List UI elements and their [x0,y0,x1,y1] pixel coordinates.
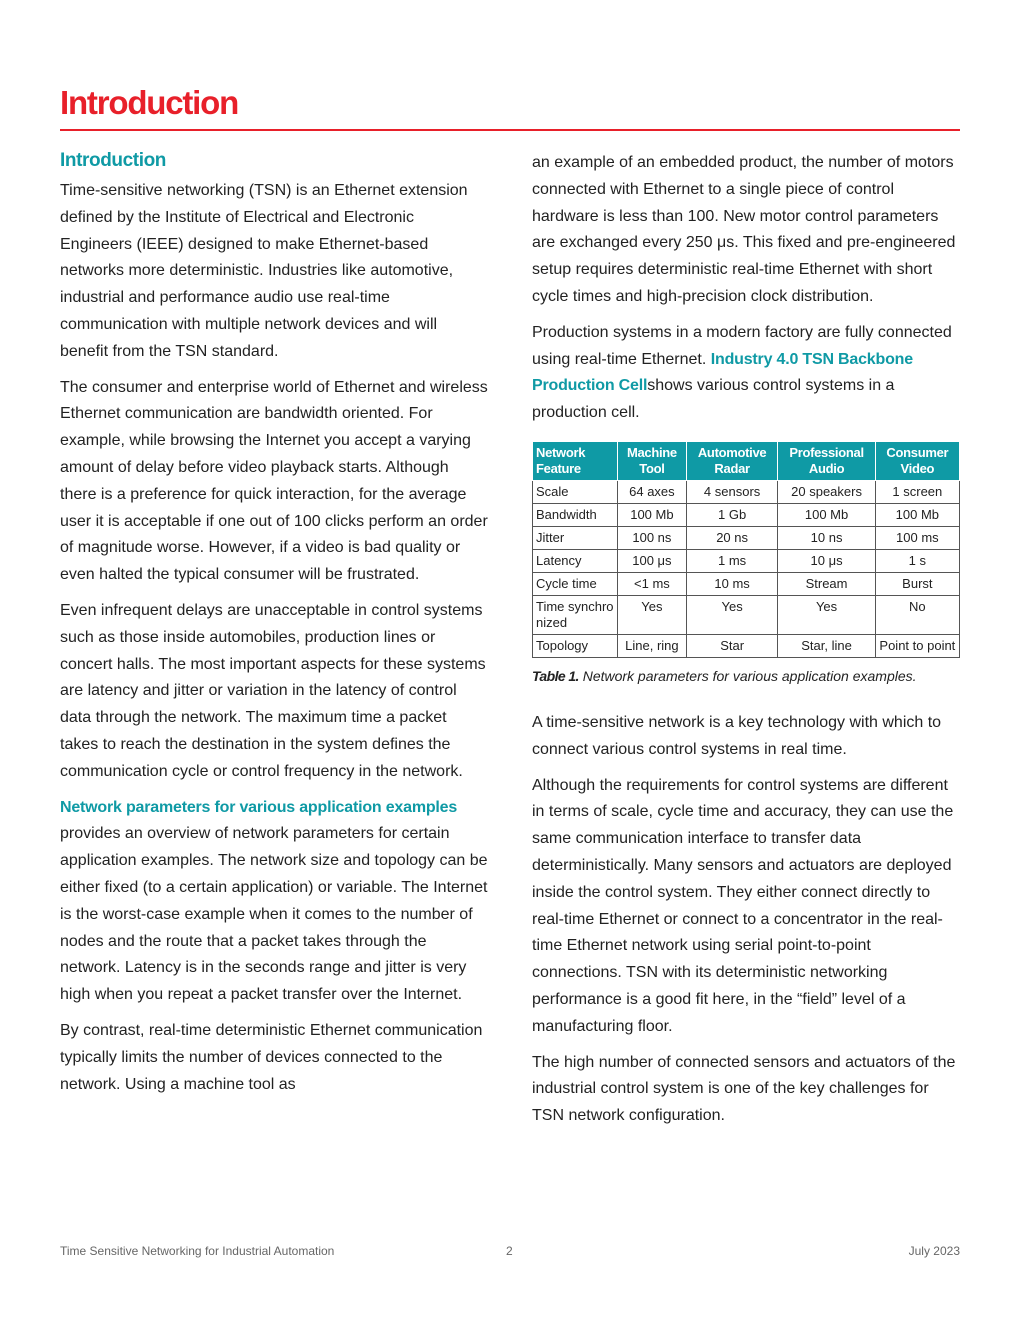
network-parameters-link[interactable]: Network parameters for various application examples [60,798,458,816]
left-column [60,150,488,1107]
table-caption-label: Table 1. [532,667,579,684]
paragraph-requirements: Although the requirements for control systems are different in terms of scale, cycle time and accuracy, they can use the same communication interface to transfer data deterministically. Many sensors and actuators are deployed inside the control system. They either connect directly to real-time Ethernet or connect to a concentrator in the real-time Ethernet network using serial point-to-point connections. TSN with its deterministic networking performance is a good fit here, in the “field” level of a manufacturing floor. [532,776,954,1035]
table-cell: Yes [778,595,875,634]
table-row [533,526,960,549]
paragraph-control-delays: Even infrequent delays are unacceptable in control systems such as those inside automobiles, production lines or concert halls. The most important aspects for these systems are latency and jitter or variation in the latency of control data through the network. The maximum time a packet takes to reach the destination in the system defines the communication cycle or control frequency in the network. [60,601,486,780]
table-cell: 1 ms [686,549,778,572]
paragraph-key-technology: A time-sensitive network is a key technology with which to connect various control systems in real time. [532,713,942,758]
table-cell: 20 ns [686,526,778,549]
paragraph-continuation: an example of an embedded product, the number of motors connected with Ethernet to a single piece of control hardware is less than 100. New motor control parameters are exchanged every 250 μs. This fixed and pre-engineered setup requires deterministic real-time Ethernet with short cycle times and high-precision clock distribution. [532,154,956,305]
table-cell: 100 μs [618,549,687,572]
page-title: Introduction [60,84,239,121]
table-cell: No [875,595,959,634]
table-header-cell: Machine Tool [618,441,687,480]
table-row [533,549,960,572]
production-text-after: shows various control systems in a production cell. [532,377,895,422]
footer-page-number: 2 [506,1244,513,1258]
table-cell: Line, ring [618,634,687,657]
table-cell: 64 axes [618,480,687,503]
industry-4-link[interactable]: Industry 4.0 TSN Backbone Production Cell [532,350,913,395]
footer-document-title: Time Sensitive Networking for Industrial Automation [60,1244,335,1258]
table-cell: Star [686,634,778,657]
table-cell: 1 Gb [686,503,778,526]
paragraph-challenges: The high number of connected sensors and actuators of the industrial control system is one of the key challenges for TSN network configuration. [532,1053,956,1125]
table-row [533,634,960,657]
table-cell: 100 Mb [875,503,959,526]
table-caption-text: Network parameters for various application examples. [578,667,917,684]
table-row [533,480,960,503]
paragraph-network-parameters [60,795,488,1009]
table-cell: 100 ms [875,526,959,549]
table-cell: Point to point [875,634,959,657]
table-cell: Yes [618,595,687,634]
table-cell: Cycle time [533,572,618,595]
table-cell: Latency [533,549,618,572]
paragraph-contrast: By contrast, real-time deterministic Ethernet communication typically limits the number of devices connected to the network. Using a machine tool as [60,1021,483,1093]
footer-date: July 2023 [908,1244,960,1258]
table-cell: Stream [778,572,875,595]
table-cell: Burst [875,572,959,595]
table-cell: 100 Mb [778,503,875,526]
table-cell: 1 s [875,549,959,572]
table-header-cell: Consumer Video [875,441,959,480]
table-row [533,595,960,634]
production-text-before: Production systems in a modern factory are fully connected using real-time Ethernet. [532,323,952,368]
table-header-cell: Automotive Radar [686,441,778,480]
right-column [532,150,960,1139]
table-cell: 20 speakers [778,480,875,503]
network-parameters-table [532,441,960,658]
table-header-cell: Network Feature [533,441,618,480]
table-cell: Star, line [778,634,875,657]
table-cell: 4 sensors [686,480,778,503]
paragraph-tsn-definition: Time-sensitive networking (TSN) is an Ethernet extension defined by the Institute of Electrical and Electronic Engineers (IEEE) designed to make Ethernet-based networks more deterministic. Industries like automotive, industrial and performance audio use real-time communication with multiple network devices and will benefit from the TSN standard. [60,182,468,360]
section-heading: Introduction [60,150,167,171]
paragraph-production-systems [532,320,960,427]
table-cell: <1 ms [618,572,687,595]
table-cell: 100 ns [618,526,687,549]
table-cell: 10 ns [778,526,875,549]
table-cell: Scale [533,480,618,503]
table-cell: Bandwidth [533,503,618,526]
table-cell: 100 Mb [618,503,687,526]
table-header-row [533,441,960,480]
table-row [533,503,960,526]
table-cell: 10 ms [686,572,778,595]
table-cell: 1 screen [875,480,959,503]
table-caption [532,668,960,684]
paragraph-consumer-ethernet: The consumer and enterprise world of Ethernet and wireless Ethernet communication are bandwidth oriented. For example, while browsing the Internet you accept a varying amount of delay before video playback starts. Although there is a preference for quick interaction, for the average user it is acceptable if one out of 100 clicks perform an order of magnitude worse. However, if a video is bad quality or even halted the typical consumer will be frustrated. [60,378,488,584]
table-cell: Topology [533,634,618,657]
table-cell: Time synchronized [533,595,618,634]
table-cell: Yes [686,595,778,634]
network-parameters-text: provides an overview of network parameters for certain application examples. The network size and topology can be either fixed (to a certain application) or variable. The Internet is the worst-case example when it comes to the number of nodes and the route that a packet takes through the network. Latency is in the seconds range and jitter is very high when you repeat a packet transfer over the Internet. [60,825,488,1004]
table-row [533,572,960,595]
table-cell: 10 μs [778,549,875,572]
title-divider [60,129,960,131]
table-cell: Jitter [533,526,618,549]
table-header-cell: Professional Audio [778,441,875,480]
